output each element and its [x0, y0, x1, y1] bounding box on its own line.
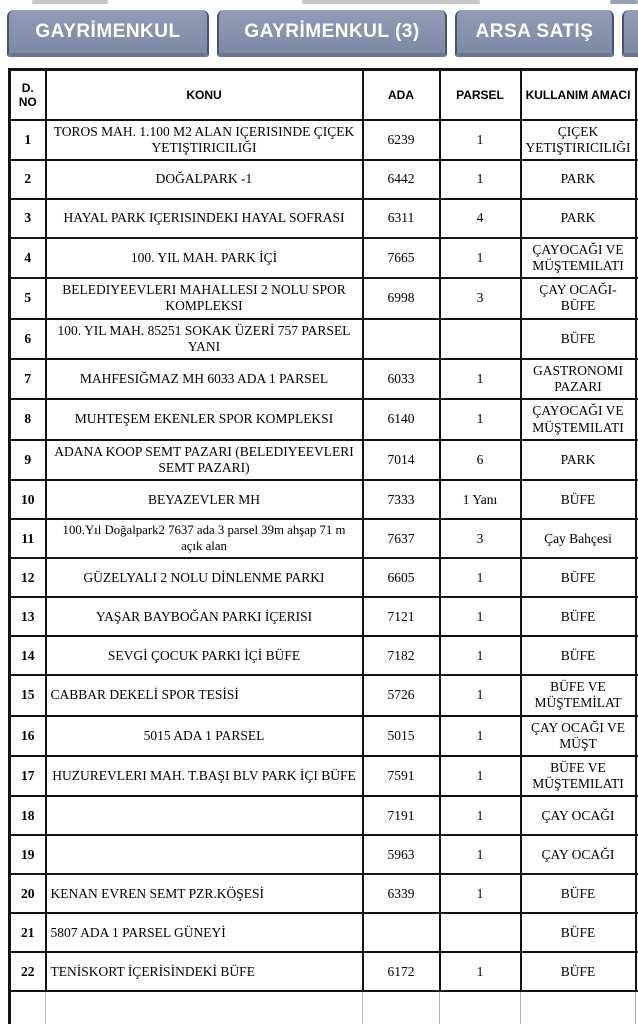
cell-dno: 9 [10, 440, 46, 480]
cell-dno: 18 [10, 796, 46, 835]
cell-parsel: 1 [440, 675, 521, 715]
cell-dno: 16 [10, 716, 46, 756]
col-header-dno: D. NO [10, 70, 46, 120]
col-header-ada: ADA [363, 70, 440, 120]
cell-konu: CABBAR DEKELİ SPOR TESİSİ [46, 675, 363, 715]
cell-dno: 15 [10, 675, 46, 715]
cell-ada: 7182 [363, 636, 440, 675]
cell-dno: 5 [10, 278, 46, 318]
cell-parsel [440, 319, 521, 359]
cell-empty [46, 991, 363, 1024]
cell-ada: 6998 [363, 278, 440, 318]
cell-ada: 5963 [363, 835, 440, 874]
cell-kullanim-amaci: BÜFE [521, 952, 636, 991]
tab-gayrimenkul-3[interactable]: GAYRİMENKUL (3) [217, 10, 447, 57]
cell-ada: 7121 [363, 597, 440, 636]
cell-parsel: 1 [440, 160, 521, 199]
cell-dno: 6 [10, 319, 46, 359]
cell-ada: 6140 [363, 399, 440, 439]
cell-kullanim-amaci: BÜFE [521, 874, 636, 913]
cell-konu: 100. YIL MAH. 85251 SOKAK ÜZERİ 757 PARSEL YANI [46, 319, 363, 359]
cell-konu: 5015 ADA 1 PARSEL [46, 716, 363, 756]
cell-konu: HUZUREVLERI MAH. T.BAŞI BLV PARK İÇI BÜFE [46, 756, 363, 796]
cell-ada [363, 319, 440, 359]
cell-kullanim-amaci: Çay Bahçesi [521, 519, 636, 558]
cropped-edge-artifact [302, 0, 480, 4]
table-row [10, 597, 638, 636]
cell-kullanim-amaci: ÇAY OCAĞI-BÜFE [521, 278, 636, 318]
cell-kullanim-amaci: BÜFE [521, 480, 636, 519]
cell-konu: KENAN EVREN SEMT PZR.KÖŞESİ [46, 874, 363, 913]
cell-parsel: 1 [440, 238, 521, 278]
table-row [10, 359, 638, 399]
cell-parsel: 1 Yanı [440, 480, 521, 519]
cell-ada: 5726 [363, 675, 440, 715]
cell-dno: 1 [10, 120, 46, 160]
cell-kullanim-amaci: PARK [521, 160, 636, 199]
cell-ada: 7665 [363, 238, 440, 278]
cell-kullanim-amaci: ÇIÇEK YETIŞTIRICILIĞI [521, 120, 636, 160]
cell-parsel: 1 [440, 399, 521, 439]
cell-kullanim-amaci: ÇAY OCAĞI [521, 796, 636, 835]
cell-kullanim-amaci: GASTRONOMI PAZARI [521, 359, 636, 399]
cell-ada: 7333 [363, 480, 440, 519]
cell-konu: YAŞAR BAYBOĞAN PARKI İÇERISI [46, 597, 363, 636]
cell-ada [363, 913, 440, 952]
cell-kullanim-amaci: BÜFE [521, 636, 636, 675]
cell-parsel: 1 [440, 558, 521, 597]
col-header-konu: KONU [46, 70, 363, 120]
cell-konu: HAYAL PARK IÇERISINDEKI HAYAL SOFRASI [46, 199, 363, 238]
cell-parsel: 4 [440, 199, 521, 238]
table-row [10, 558, 638, 597]
cell-parsel: 1 [440, 120, 521, 160]
table-row [10, 199, 638, 238]
cell-empty [521, 991, 636, 1024]
table-row [10, 120, 638, 160]
cell-konu [46, 796, 363, 835]
cell-dno: 4 [10, 238, 46, 278]
cell-konu: BELEDIYEEVLERI MAHALLESI 2 NOLU SPOR KOMPLEKSI [46, 278, 363, 318]
tab-partial-cutoff[interactable] [622, 10, 638, 57]
cell-kullanim-amaci: ÇAY OCAĞI VE MÜŞT [521, 716, 636, 756]
cell-dno: 7 [10, 359, 46, 399]
cell-ada: 7637 [363, 519, 440, 558]
cropped-edge-artifact [32, 0, 108, 4]
cell-ada: 7014 [363, 440, 440, 480]
table-row [10, 319, 638, 359]
cell-konu: BEYAZEVLER MH [46, 480, 363, 519]
tab-arsa-satis[interactable]: ARSA SATIŞ [455, 10, 614, 57]
cell-dno: 20 [10, 874, 46, 913]
cell-empty [363, 991, 440, 1024]
table-row [10, 238, 638, 278]
cell-kullanim-amaci: BÜFE [521, 913, 636, 952]
property-table [8, 68, 638, 1024]
cell-parsel: 1 [440, 796, 521, 835]
table-row [10, 675, 638, 715]
cell-kullanim-amaci: ÇAYOCAĞI VE MÜŞTEMILATI [521, 238, 636, 278]
cell-ada: 6605 [363, 558, 440, 597]
cell-kullanim-amaci: PARK [521, 440, 636, 480]
cell-dno: 8 [10, 399, 46, 439]
cell-konu: 100.Yıl Doğalpark2 7637 ada 3 parsel 39m ahşap 71 m açık alan [46, 519, 363, 558]
table-row [10, 835, 638, 874]
tab-bar [0, 10, 638, 57]
cell-parsel: 6 [440, 440, 521, 480]
table-row [10, 399, 638, 439]
cell-kullanim-amaci: ÇAYOCAĞI VE MÜŞTEMILATI [521, 399, 636, 439]
cell-konu: DOĞALPARK -1 [46, 160, 363, 199]
cell-dno: 3 [10, 199, 46, 238]
cell-konu: MUHTEŞEM EKENLER SPOR KOMPLEKSI [46, 399, 363, 439]
cell-empty [10, 991, 46, 1024]
table-row [10, 519, 638, 558]
table-row [10, 160, 638, 199]
cell-konu: ADANA KOOP SEMT PAZARI (BELEDIYEEVLERI SEMT PAZARI) [46, 440, 363, 480]
property-table-container [8, 68, 638, 1024]
cell-ada: 6033 [363, 359, 440, 399]
cell-konu: MAHFESIĞMAZ MH 6033 ADA 1 PARSEL [46, 359, 363, 399]
cell-kullanim-amaci: ÇAY OCAĞI [521, 835, 636, 874]
table-row [10, 716, 638, 756]
cell-dno: 21 [10, 913, 46, 952]
cell-dno: 11 [10, 519, 46, 558]
table-row [10, 952, 638, 991]
col-header-parsel: PARSEL [440, 70, 521, 120]
cell-kullanim-amaci: BÜFE [521, 558, 636, 597]
cell-dno: 14 [10, 636, 46, 675]
cell-ada: 6311 [363, 199, 440, 238]
cell-ada: 6442 [363, 160, 440, 199]
cell-kullanim-amaci: BÜFE [521, 319, 636, 359]
cell-dno: 2 [10, 160, 46, 199]
col-header-kullanim-amaci: KULLANIM AMACI [521, 70, 636, 120]
cell-ada: 6239 [363, 120, 440, 160]
cell-dno: 10 [10, 480, 46, 519]
cell-parsel: 3 [440, 519, 521, 558]
cell-parsel [440, 913, 521, 952]
table-row [10, 874, 638, 913]
cell-konu: GÜZELYALI 2 NOLU DİNLENME PARKI [46, 558, 363, 597]
cell-ada: 6339 [363, 874, 440, 913]
cell-kullanim-amaci: BÜFE [521, 597, 636, 636]
cell-ada: 7191 [363, 796, 440, 835]
cropped-edge-artifact [610, 0, 638, 4]
cell-kullanim-amaci: PARK [521, 199, 636, 238]
cell-dno: 17 [10, 756, 46, 796]
cell-kullanim-amaci: BÜFE VE MÜŞTEMİLAT [521, 675, 636, 715]
cell-konu: TOROS MAH. 1.100 M2 ALAN IÇERISINDE ÇIÇEK YETIŞTIRICILIĞI [46, 120, 363, 160]
cell-dno: 13 [10, 597, 46, 636]
cell-kullanim-amaci: BÜFE VE MÜŞTEMILATI [521, 756, 636, 796]
table-row [10, 796, 638, 835]
cell-parsel: 3 [440, 278, 521, 318]
cell-dno: 19 [10, 835, 46, 874]
tab-gayrimenkul[interactable]: GAYRİMENKUL [7, 10, 209, 57]
cell-konu: 100. YIL MAH. PARK İÇİ [46, 238, 363, 278]
table-row [10, 636, 638, 675]
cell-parsel: 1 [440, 874, 521, 913]
cell-konu: 5807 ADA 1 PARSEL GÜNEYİ [46, 913, 363, 952]
table-row [10, 913, 638, 952]
table-body [10, 120, 638, 1024]
table-header-row [10, 70, 638, 120]
cell-konu: SEVGİ ÇOCUK PARKI İÇİ BÜFE [46, 636, 363, 675]
cell-parsel: 1 [440, 636, 521, 675]
cell-parsel: 1 [440, 716, 521, 756]
cell-ada: 7591 [363, 756, 440, 796]
table-row [10, 278, 638, 318]
cell-parsel: 1 [440, 359, 521, 399]
cell-konu [46, 835, 363, 874]
cell-parsel: 1 [440, 756, 521, 796]
cell-ada: 5015 [363, 716, 440, 756]
table-row-cutoff-stub [10, 991, 638, 1024]
table-row [10, 480, 638, 519]
table-row [10, 756, 638, 796]
cell-parsel: 1 [440, 952, 521, 991]
table-row [10, 440, 638, 480]
cell-parsel: 1 [440, 835, 521, 874]
cell-konu: TENİSKORT İÇERİSİNDEKİ BÜFE [46, 952, 363, 991]
cell-dno: 12 [10, 558, 46, 597]
cell-parsel: 1 [440, 597, 521, 636]
cell-dno: 22 [10, 952, 46, 991]
cell-ada: 6172 [363, 952, 440, 991]
cell-empty [440, 991, 521, 1024]
